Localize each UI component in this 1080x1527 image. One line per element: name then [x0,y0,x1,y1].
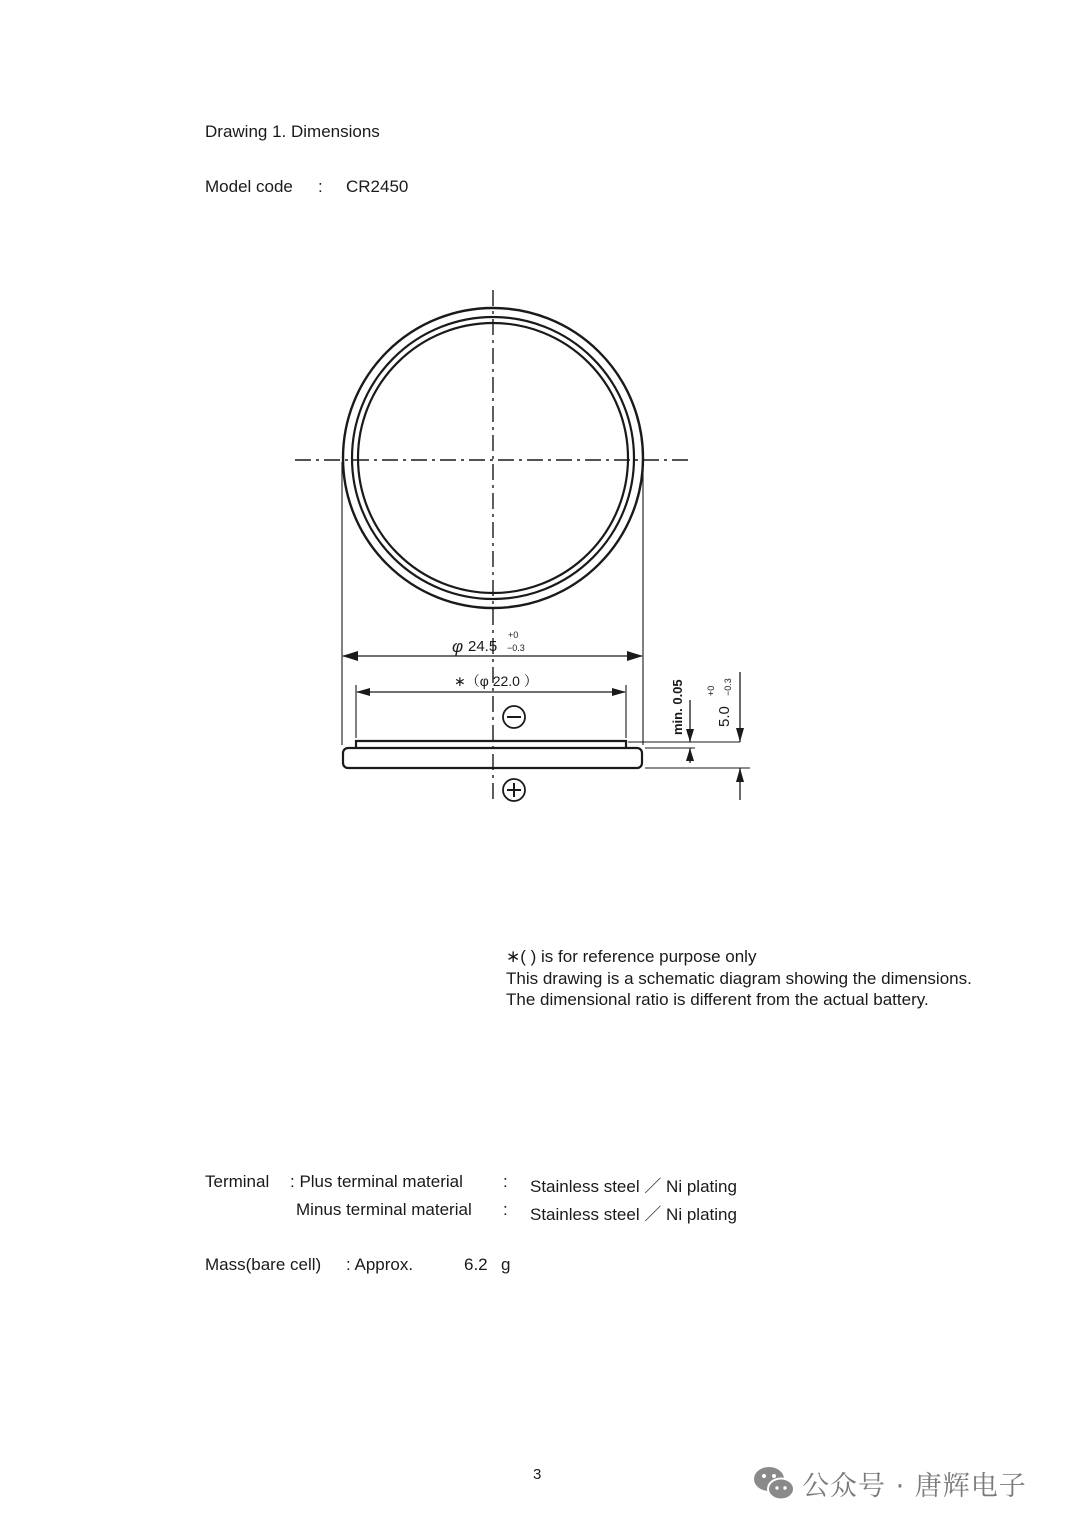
page-number: 3 [533,1466,542,1483]
watermark-text: 公众号 · 唐辉电子 [802,1471,1027,1502]
terminal-plus-colon: : [503,1172,508,1191]
mass-label: Mass(bare cell) [205,1255,322,1274]
terminal-label: Terminal [205,1172,270,1191]
terminal-minus-colon: : [503,1200,508,1219]
terminal-plus-value: Stainless steel ／ Ni plating [530,1177,737,1196]
height-min-label: min. 0.05 [670,679,685,735]
height-tol-plus: +0 [706,685,716,696]
terminal-minus-name: Minus terminal material [296,1200,472,1219]
model-code-colon: : [318,177,323,196]
outer-dia-symbol: φ [452,637,464,656]
outer-dia-tol-minus: −0.3 [507,643,525,653]
model-code-label: Model code [205,177,293,196]
watermark [752,1462,1052,1506]
note-line: The dimensional ratio is different from the actual battery. [506,990,929,1009]
mass-unit: g [501,1255,511,1274]
wechat-icon [752,1464,796,1504]
note-line: This drawing is a schematic diagram showing the dimensions. [506,968,972,988]
note-line: ∗( ) is for reference purpose only [506,947,757,966]
model-code-value: CR2450 [346,177,409,196]
terminal-plus-name: : Plus terminal material [290,1172,463,1191]
ref-dia-label: ∗（φ 22.0 ） [454,673,538,689]
height-value: 5.0 [716,706,733,727]
outer-dia-value: 24.5 [468,638,498,655]
notes-block [506,946,972,1011]
drawing-title: Drawing 1. Dimensions [205,122,380,141]
mass-value: 6.2 [464,1255,488,1274]
height-tol-minus: −0.3 [723,678,733,696]
mass-approx: : Approx. [346,1255,414,1274]
outer-dia-tol-plus: +0 [508,630,519,640]
terminal-minus-value: Stainless steel ／ Ni plating [530,1205,737,1224]
